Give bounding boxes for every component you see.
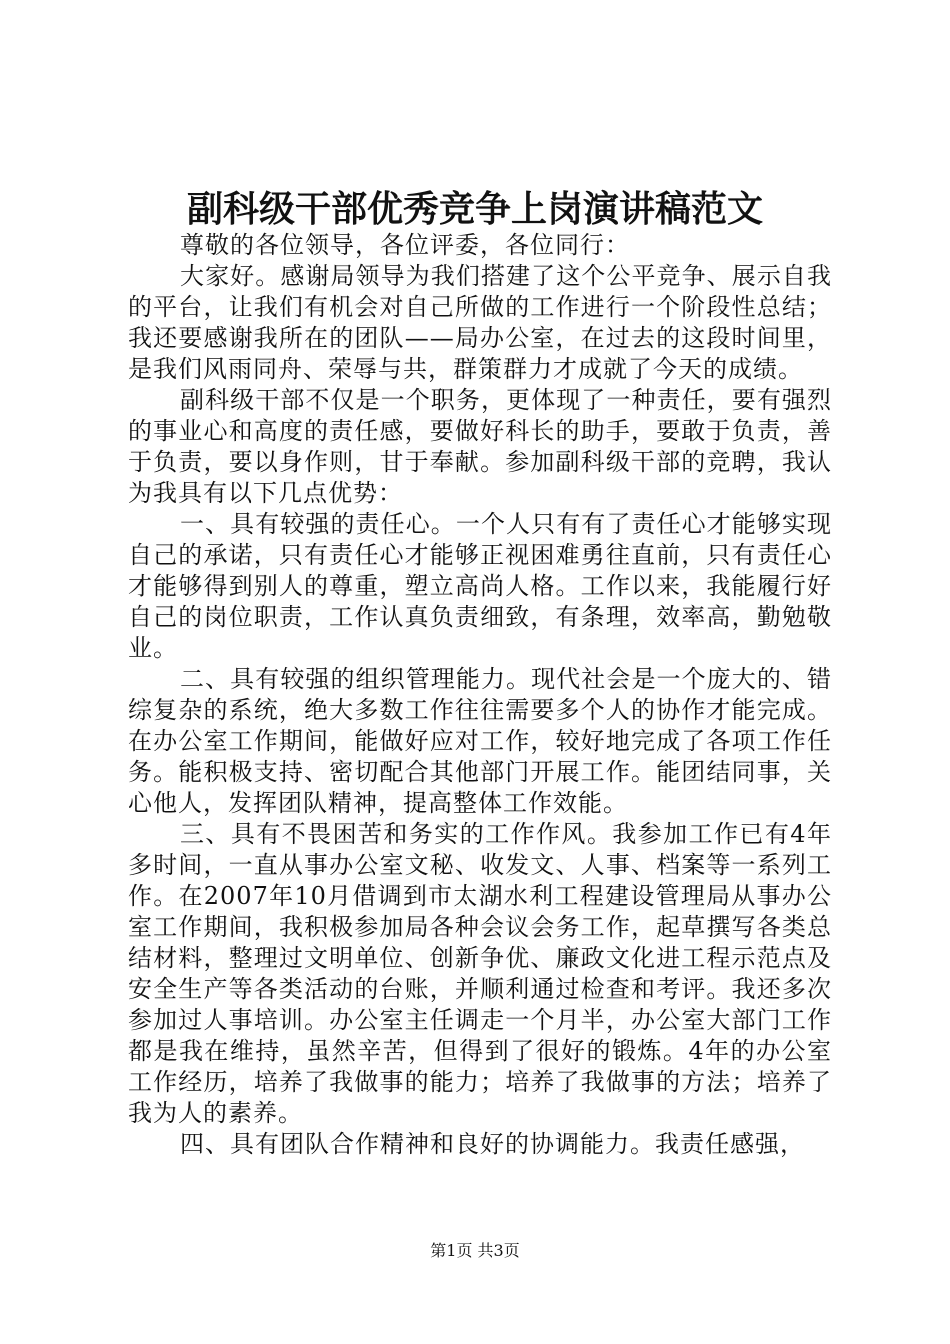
document-body xyxy=(128,230,832,1160)
point-three-paragraph: 三、具有不畏困苦和务实的工作作风。我参加工作已有4年多时间，一直从事办公室文秘、收发文、人事、档案等一系列工作。在2007年10月借调到市太湖水利工程建设管理局从事办公室工作期间，我积极参加局各种会议会务工作，起草撰写各类总结材料，整理过文明单位、创新争优、廉政文化进工程示范点及安全生产等各类活动的台账，并顺利通过检查和考评。我还多次参加过人事培训。办公室主任调走一个月半，办公室大部门工作都是我在维持，虽然辛苦，但得到了很好的锻炼。4年的办公室工作经历，培养了我做事的能力；培养了我做事的方法；培养了我为人的素养。 xyxy=(128,820,832,1127)
point-two-paragraph: 二、具有较强的组织管理能力。现代社会是一个庞大的、错综复杂的系统，绝大多数工作往往需要多个人的协作才能完成。在办公室工作期间，能做好应对工作，较好地完成了各项工作任务。能积极支持、密切配合其他部门开展工作。能团结同事，关心他人，发挥团队精神，提高整体工作效能。 xyxy=(128,665,832,817)
page-number-footer: 第1页 共3页 xyxy=(430,1241,520,1260)
role-paragraph: 副科级干部不仅是一个职务，更体现了一种责任，要有强烈的事业心和高度的责任感，要做好科长的助手，要敢于负责，善于负责，要以身作则，甘于奉献。参加副科级干部的竞聘，我认为我具有以下几点优势： xyxy=(128,386,832,507)
salutation-paragraph: 尊敬的各位领导，各位评委，各位同行： xyxy=(180,231,630,259)
point-one-paragraph: 一、具有较强的责任心。一个人只有有了责任心才能够实现自己的承诺，只有责任心才能够正视困难勇往直前，只有责任心才能够得到别人的尊重，塑立高尚人格。工作以来，我能履行好自己的岗位职责，工作认真负责细致，有条理，效率高，勤勉敬业。 xyxy=(128,510,832,662)
intro-paragraph: 大家好。感谢局领导为我们搭建了这个公平竞争、展示自我的平台，让我们有机会对自己所做的工作进行一个阶段性总结；我还要感谢我所在的团队——局办公室，在过去的这段时间里，是我们风雨同舟、荣辱与共，群策群力才成就了今天的成绩。 xyxy=(128,262,832,383)
document-title: 副科级干部优秀竞争上岗演讲稿范文 xyxy=(186,188,763,230)
point-four-paragraph: 四、具有团队合作精神和良好的协调能力。我责任感强， xyxy=(180,1130,805,1158)
